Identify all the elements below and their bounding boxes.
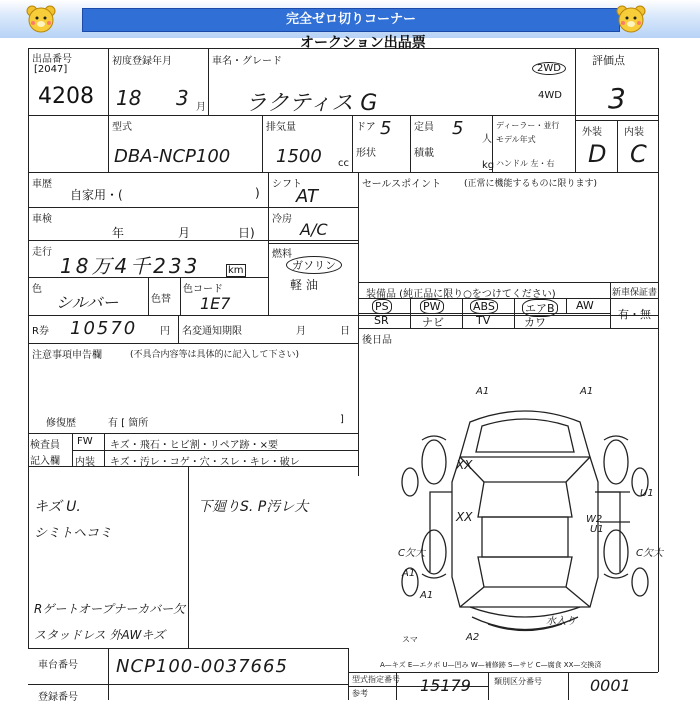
remark-2: シミトヘコミ [34, 526, 113, 541]
recycle-label: R券 [32, 326, 49, 337]
equip-tv: TV [476, 314, 491, 327]
recycle-unit: 円 [160, 326, 170, 337]
inspection-label: 車検 [32, 214, 52, 225]
repair-label: 修復歴 [46, 418, 76, 429]
month-unit: 月 [196, 102, 206, 113]
repair-value: 有 [ 箇所 [108, 418, 149, 429]
remark-3: 下廻りS. P汚レ大 [198, 499, 309, 515]
equip-navi: ナビ [422, 316, 444, 329]
fuel-label: 燃料 [272, 249, 292, 260]
dealer-label: ディーラー・並行 [496, 121, 560, 130]
designation-label: 型式指定番号 [352, 675, 400, 684]
chassis-value: NCP100-0037665 [116, 656, 288, 677]
capacity-unit: 人 [482, 134, 492, 145]
color-code-value: 1E7 [200, 294, 231, 313]
mark-xx-mid: XX [456, 510, 473, 524]
model-year-label: モデル年式 [496, 135, 536, 144]
cc-label: 排気量 [266, 122, 296, 133]
inspector-label-2: 記入欄 [30, 456, 60, 467]
form-title: オークション出品票 [300, 35, 426, 51]
mark-a1-top-right: A1 [580, 386, 594, 397]
rear-seat-label: 後日品 [362, 335, 392, 346]
equipment-label: 装備品 (純正品に限り○をつけてください) [366, 289, 556, 300]
class-value: 0001 [590, 676, 631, 695]
mileage-value: 18万4千233 [60, 254, 201, 278]
color-value: シルバー [56, 293, 119, 312]
mark-xx-top: XX [456, 458, 473, 472]
inspector-interior: 内装 [75, 457, 95, 468]
type-value: DBA-NCP100 [114, 146, 231, 167]
ac-label: 冷房 [272, 214, 292, 225]
equip-airbag: エアB [522, 299, 558, 317]
mark-bottom-right: 水入り [546, 616, 576, 627]
ext-label: 外装 [582, 127, 602, 138]
mark-sumo: スマ [402, 635, 418, 644]
mark-a1-left: A1 [402, 568, 416, 579]
equip-pw: PW [420, 299, 444, 314]
inspection-month: 月 [178, 226, 191, 240]
name-change-label: 名変通知期限 [182, 326, 242, 337]
color-change-label: 色替 [151, 294, 171, 305]
banner-title: 完全ゼロ切りコーナー [82, 8, 620, 32]
mark-w2: W2 [586, 514, 603, 525]
inspector-legend-1: キズ・飛石・ヒビ割・リペア跡・×要 [110, 440, 278, 451]
name-change-day: 日 [340, 326, 350, 337]
type-label: 型式 [112, 122, 132, 133]
car-damage-diagram [400, 382, 650, 647]
usage-value: 自家用・( [70, 188, 123, 202]
inspection-year: 年 [112, 226, 125, 240]
name-change-month: 月 [296, 326, 306, 337]
int-label: 内装 [624, 127, 644, 138]
mark-u1-small: U1 [590, 524, 604, 535]
model-value: ラクティス G [245, 91, 378, 116]
chassis-label: 車台番号 [38, 660, 78, 671]
sales-point-label: セールスポイント [362, 179, 442, 190]
mark-a2: A2 [466, 632, 480, 643]
inspector-legend-2: キズ・汚レ・コゲ・穴・スレ・キレ・破レ [110, 457, 300, 468]
capacity-value: 5 [452, 118, 464, 139]
bear-mascot-icon [614, 4, 648, 34]
first-reg-year: 18 [116, 86, 142, 110]
designation-ref: 参考 [352, 689, 368, 698]
sales-point-note: (正常に機能するものに限ります) [464, 179, 598, 189]
inspection-day: 日) [238, 226, 255, 240]
equip-abs: ABS [470, 299, 498, 314]
warranty-label: 新車保証書 [612, 288, 658, 298]
damage-legend: A—キズ E—エクボ U—凹み W—補修跡 S—サビ C—腐食 XX—交換済 [380, 661, 602, 669]
fuel-diesel: 軽 油 [290, 278, 318, 292]
capacity-label: 定員 [414, 122, 434, 133]
remark-1: キズ U. [34, 499, 81, 515]
lot-sub: [2047] [34, 64, 68, 75]
usage-close: ) [255, 186, 260, 200]
mark-left-side: C欠大 [398, 548, 425, 559]
mark-a1-top-left: A1 [476, 386, 490, 397]
equip-ps: PS [372, 299, 392, 314]
usage-label: 車歴 [32, 179, 52, 190]
ac-value: A/C [300, 220, 328, 239]
first-reg-month: 3 [176, 86, 189, 110]
registration-label: 登録番号 [38, 692, 78, 703]
color-label: 色 [32, 284, 42, 295]
drive-4wd: 4WD [538, 90, 562, 101]
handle-label: ハンドル 左・右 [496, 159, 555, 168]
cc-unit: cc [338, 158, 349, 169]
rating-score: 3 [608, 82, 626, 115]
bear-mascot-icon [24, 4, 58, 34]
lot-label: 出品番号 [32, 54, 72, 65]
first-reg-label: 初度登録年月 [112, 56, 172, 67]
equip-aw: AW [576, 299, 594, 312]
inspector-label-1: 検査員 [30, 440, 60, 451]
remark-4: Rゲートオープナーカバー欠 [34, 602, 186, 616]
equip-leather: カワ [524, 316, 546, 329]
notes-label: 注意事項申告欄 [32, 350, 102, 361]
rating-label: 評価点 [592, 54, 625, 67]
remark-5: スタッドレス 外AWキズ [34, 628, 166, 642]
repair-close: ] [340, 414, 344, 425]
cc-value: 1500 [276, 146, 322, 167]
mark-right-side: C欠大 [636, 548, 663, 559]
warranty-value: 有・無 [618, 308, 651, 321]
inspector-fw: FW [77, 436, 93, 447]
equip-sr: SR [374, 314, 389, 327]
color-code-label: 色コード [183, 284, 223, 295]
mark-a1-lower: A1 [420, 590, 434, 601]
shift-value: AT [296, 186, 318, 207]
door-label: ドア [356, 122, 376, 133]
mark-u1: U1 [640, 488, 654, 499]
mileage-label: 走行 [32, 247, 52, 258]
int-value: C [630, 140, 647, 168]
mileage-unit: km [228, 265, 244, 276]
class-label: 類別区分番号 [494, 677, 542, 686]
notes-sub: (不具合内容等は具体的に記入して下さい) [130, 350, 300, 360]
door-value: 5 [380, 118, 392, 139]
shift-label: シフト [272, 179, 302, 190]
drive-2wd: 2WD [532, 62, 566, 75]
lot-number: 4208 [38, 84, 94, 109]
designation-value: 15179 [420, 676, 471, 695]
shape-label: 形状 [356, 148, 376, 159]
kg-unit: kg [482, 160, 495, 171]
fuel-gasoline: ガソリン [286, 256, 342, 274]
ext-value: D [588, 140, 607, 168]
model-label: 車名・グレード [212, 56, 282, 67]
load-label: 積載 [414, 148, 434, 159]
recycle-value: 10570 [70, 318, 138, 339]
